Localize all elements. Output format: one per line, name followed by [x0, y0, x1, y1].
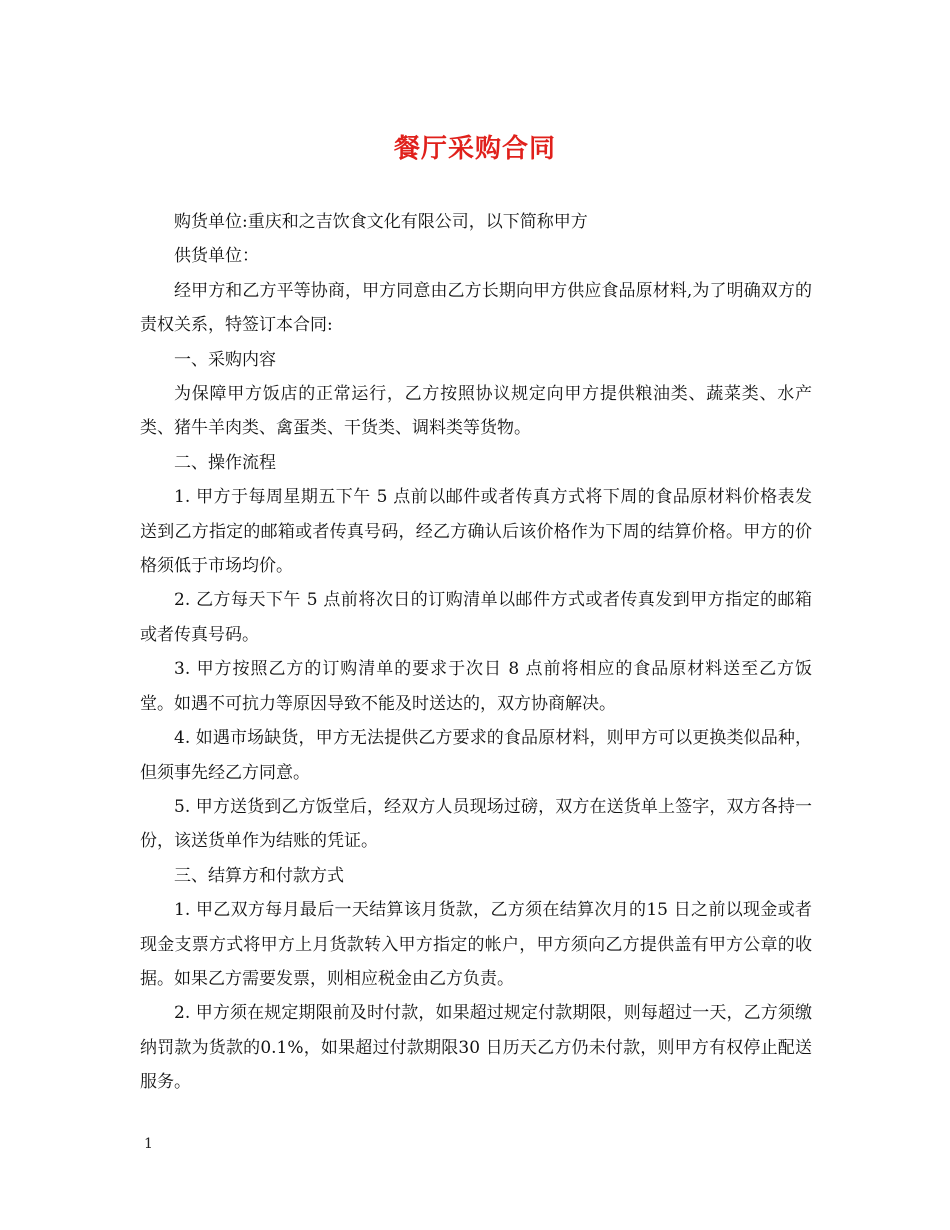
process-item-3: 3. 甲方按照乙方的订购清单的要求于次日 8 点前将相应的食品原材料送至乙方饭堂。如遇不可抗力等原因导致不能及时送达的，双方协商解决。 — [140, 659, 812, 714]
process-item-4: 4. 如遇市场缺货，甲方无法提供乙方要求的食品原材料，则甲方可以更换类似品种，但须事先经乙方同意。 — [140, 728, 812, 783]
paragraph-procurement: 为保障甲方饭店的正常运行，乙方按照协议规定向甲方提供粮油类、蔬菜类、水产类、猪牛羊肉类、禽蛋类、干货类、调料类等货物。 — [140, 384, 812, 439]
section-heading-settlement: 三、结算方和付款方式 — [174, 865, 344, 886]
section-heading-procurement: 一、采购内容 — [174, 349, 276, 370]
settlement-item-2: 2. 甲方须在规定期限前及时付款，如果超过规定付款期限，则每超过一天，乙方须缴纳罚款为货款的0.1%，如果超过付款期限30 日历天乙方仍未付款，则甲方有权停止配送服务。 — [140, 1003, 812, 1093]
page-number: 1 — [144, 1136, 153, 1152]
document-title: 餐厅采购合同 — [393, 134, 556, 164]
section-heading-process: 二、操作流程 — [174, 452, 276, 473]
process-item-5: 5. 甲方送货到乙方饭堂后，经双方人员现场过磅，双方在送货单上签字，双方各持一份，该送货单作为结账的凭证。 — [140, 796, 812, 852]
process-item-2: 2. 乙方每天下午 5 点前将次日的订购清单以邮件方式或者传真发到甲方指定的邮箱或者传真号码。 — [140, 590, 812, 645]
process-item-1: 1. 甲方于每周星期五下午 5 点前以邮件或者传真方式将下周的食品原材料价格表发送到乙方指定的邮箱或者传真号码，经乙方确认后该价格作为下周的结算价格。甲方的价格须低于市场均价。 — [140, 487, 812, 577]
document-body — [140, 205, 812, 1100]
paragraph-buyer: 购货单位:重庆和之吉饮食文化有限公司，以下简称甲方 — [174, 212, 588, 232]
paragraph-preamble: 经甲方和乙方平等协商，甲方同意由乙方长期向甲方供应食品原材料,为了明确双方的责权关系，特签订本合同: — [140, 280, 812, 336]
paragraph-supplier: 供货单位： — [174, 246, 259, 267]
settlement-item-1: 1. 甲乙双方每月最后一天结算该月货款，乙方须在结算次月的15 日之前以现金或者现金支票方式将甲方上月货款转入甲方指定的帐户，甲方须向乙方提供盖有甲方公章的收据。如果乙方需要发票，则相应税金由乙方负责。 — [140, 900, 812, 989]
